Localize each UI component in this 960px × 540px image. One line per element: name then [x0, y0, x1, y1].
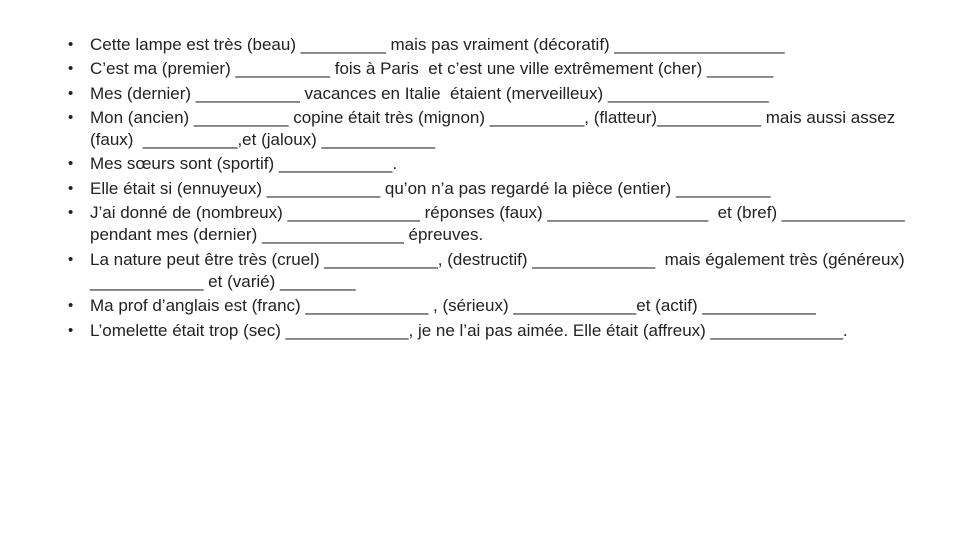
exercise-text: Cette lampe est très (beau) _________ mais pas vraiment (décoratif) __________________ [90, 35, 785, 54]
bullet-icon: • [68, 321, 74, 339]
exercise-text: Elle était si (ennuyeux) ____________ qu’on n’a pas regardé la pièce (entier) __________ [90, 178, 771, 198]
exercise-item [66, 34, 926, 56]
exercise-item [66, 107, 926, 152]
bullet-icon: • [68, 204, 74, 222]
exercise-item [66, 153, 926, 175]
bullet-icon: • [68, 108, 74, 126]
exercise-text: J’ai donné de (nombreux) ______________ réponses (faux) _________________ et (bref) _____________ pendant mes (dernier) _______________ épreuves. [90, 203, 910, 245]
bullet-icon: • [68, 250, 74, 268]
bullet-icon: • [68, 36, 74, 53]
exercise-text: Mes sœurs sont (sportif) ____________. [90, 154, 398, 174]
exercise-item [66, 83, 926, 105]
exercise-text: L’omelette était trop (sec) _____________, je ne l’ai pas aimée. Elle était (affreux) ______________. [90, 320, 848, 340]
bullet-icon: • [68, 84, 74, 102]
bullet-icon: • [68, 297, 74, 315]
exercise-list [66, 34, 926, 344]
exercise-item [66, 178, 926, 200]
exercise-item [66, 202, 926, 247]
exercise-text: Mon (ancien) __________ copine était très (mignon) __________, (flatteur)___________ mais aussi assez (faux) __________,et (jaloux) ____________ [90, 107, 900, 150]
exercise-text: C’est ma (premier) __________ fois à Paris et c’est une ville extrêmement (cher) _______ [90, 59, 774, 79]
exercise-text: La nature peut être très (cruel) ____________, (destructif) _____________ mais également très (généreux) ____________ et (varié) ________ [90, 249, 910, 291]
bullet-icon: • [68, 155, 74, 173]
exercise-text: Ma prof d’anglais est (franc) _____________ , (sérieux) _____________et (actif) ____________ [90, 296, 816, 316]
bullet-icon: • [68, 179, 74, 197]
bullet-icon: • [68, 60, 74, 78]
exercise-item [66, 295, 926, 317]
exercise-item [66, 249, 926, 294]
exercise-text: Mes (dernier) ___________ vacances en Italie étaient (merveilleux) _________________ [90, 83, 769, 103]
exercise-item [66, 58, 926, 80]
exercise-item [66, 320, 926, 342]
